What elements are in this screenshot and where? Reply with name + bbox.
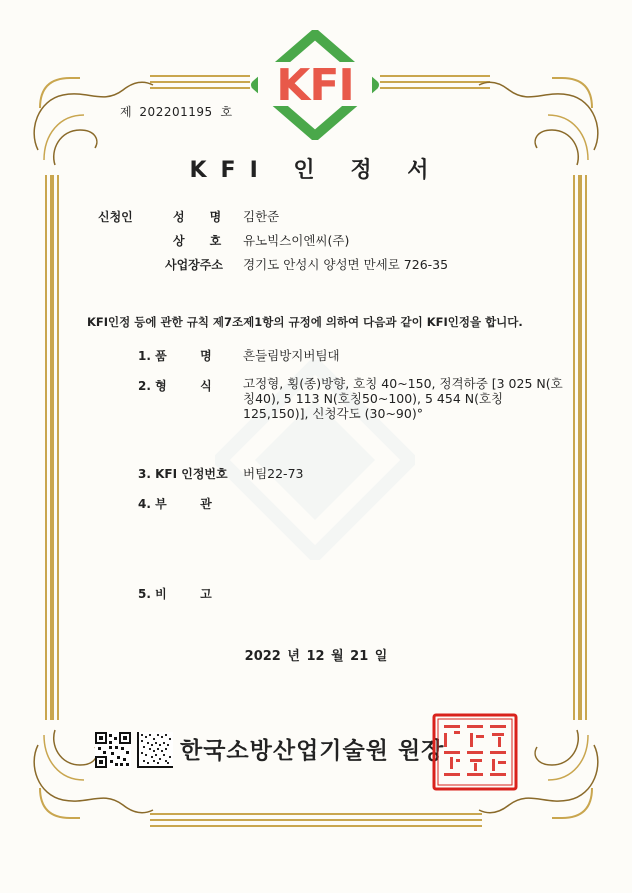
official-seal-icon [432, 713, 518, 791]
item-label-type: 2. 형 식 [138, 379, 212, 393]
item-value-type: 고정형, 횡(종)방향, 호칭 40~150, 정격하중 [3 025 N(호칭40), 5 113 N(호칭50~100), 5 454 N(호칭 125,150)], 신청각도 (30~90)° [243, 376, 563, 421]
certificate-number-value: 202201195 [139, 105, 213, 119]
issue-date: 2022 년 12 월 21 일 [244, 649, 388, 664]
svg-text:KFI: KFI [276, 60, 354, 111]
applicant-address: 경기도 안성시 양성면 만세로 726-35 [243, 257, 449, 272]
issuer-name: 한국소방산업기술원 원장 [180, 737, 445, 764]
item-label-kfi-number: 3. KFI 인정번호 [138, 467, 228, 481]
kfi-logo [250, 30, 380, 140]
applicant-company-label: 상 호 [173, 234, 222, 248]
applicant-company: 유노빅스이엔씨(주) [243, 233, 350, 248]
data-matrix-icon [137, 732, 173, 768]
certificate-title: KFI 인 정 서 [189, 158, 443, 183]
applicant-section-label: 신청인 [98, 210, 133, 224]
applicant-name: 김한준 [243, 209, 280, 224]
item-label-product-name: 1. 품 명 [138, 349, 212, 363]
applicant-name-label: 성 명 [173, 210, 222, 224]
item-value-product-name: 흔들림방지버팀대 [243, 348, 340, 363]
applicant-address-label: 사업장주소 [165, 258, 223, 272]
certificate-number-suffix: 호 [220, 105, 233, 119]
certificate-number-prefix: 제 [120, 105, 132, 119]
certificate-number [120, 103, 232, 120]
qr-code-icon [95, 732, 131, 768]
item-value-kfi-number: 버팀22-73 [243, 466, 304, 481]
item-label-conditions: 4. 부 관 [138, 497, 212, 511]
certification-statement: KFI인정 등에 관한 규칙 제7조제1항의 규정에 의하여 다음과 같이 KFI인정을 합니다. [87, 315, 523, 329]
item-label-remarks: 5. 비 고 [138, 587, 212, 601]
